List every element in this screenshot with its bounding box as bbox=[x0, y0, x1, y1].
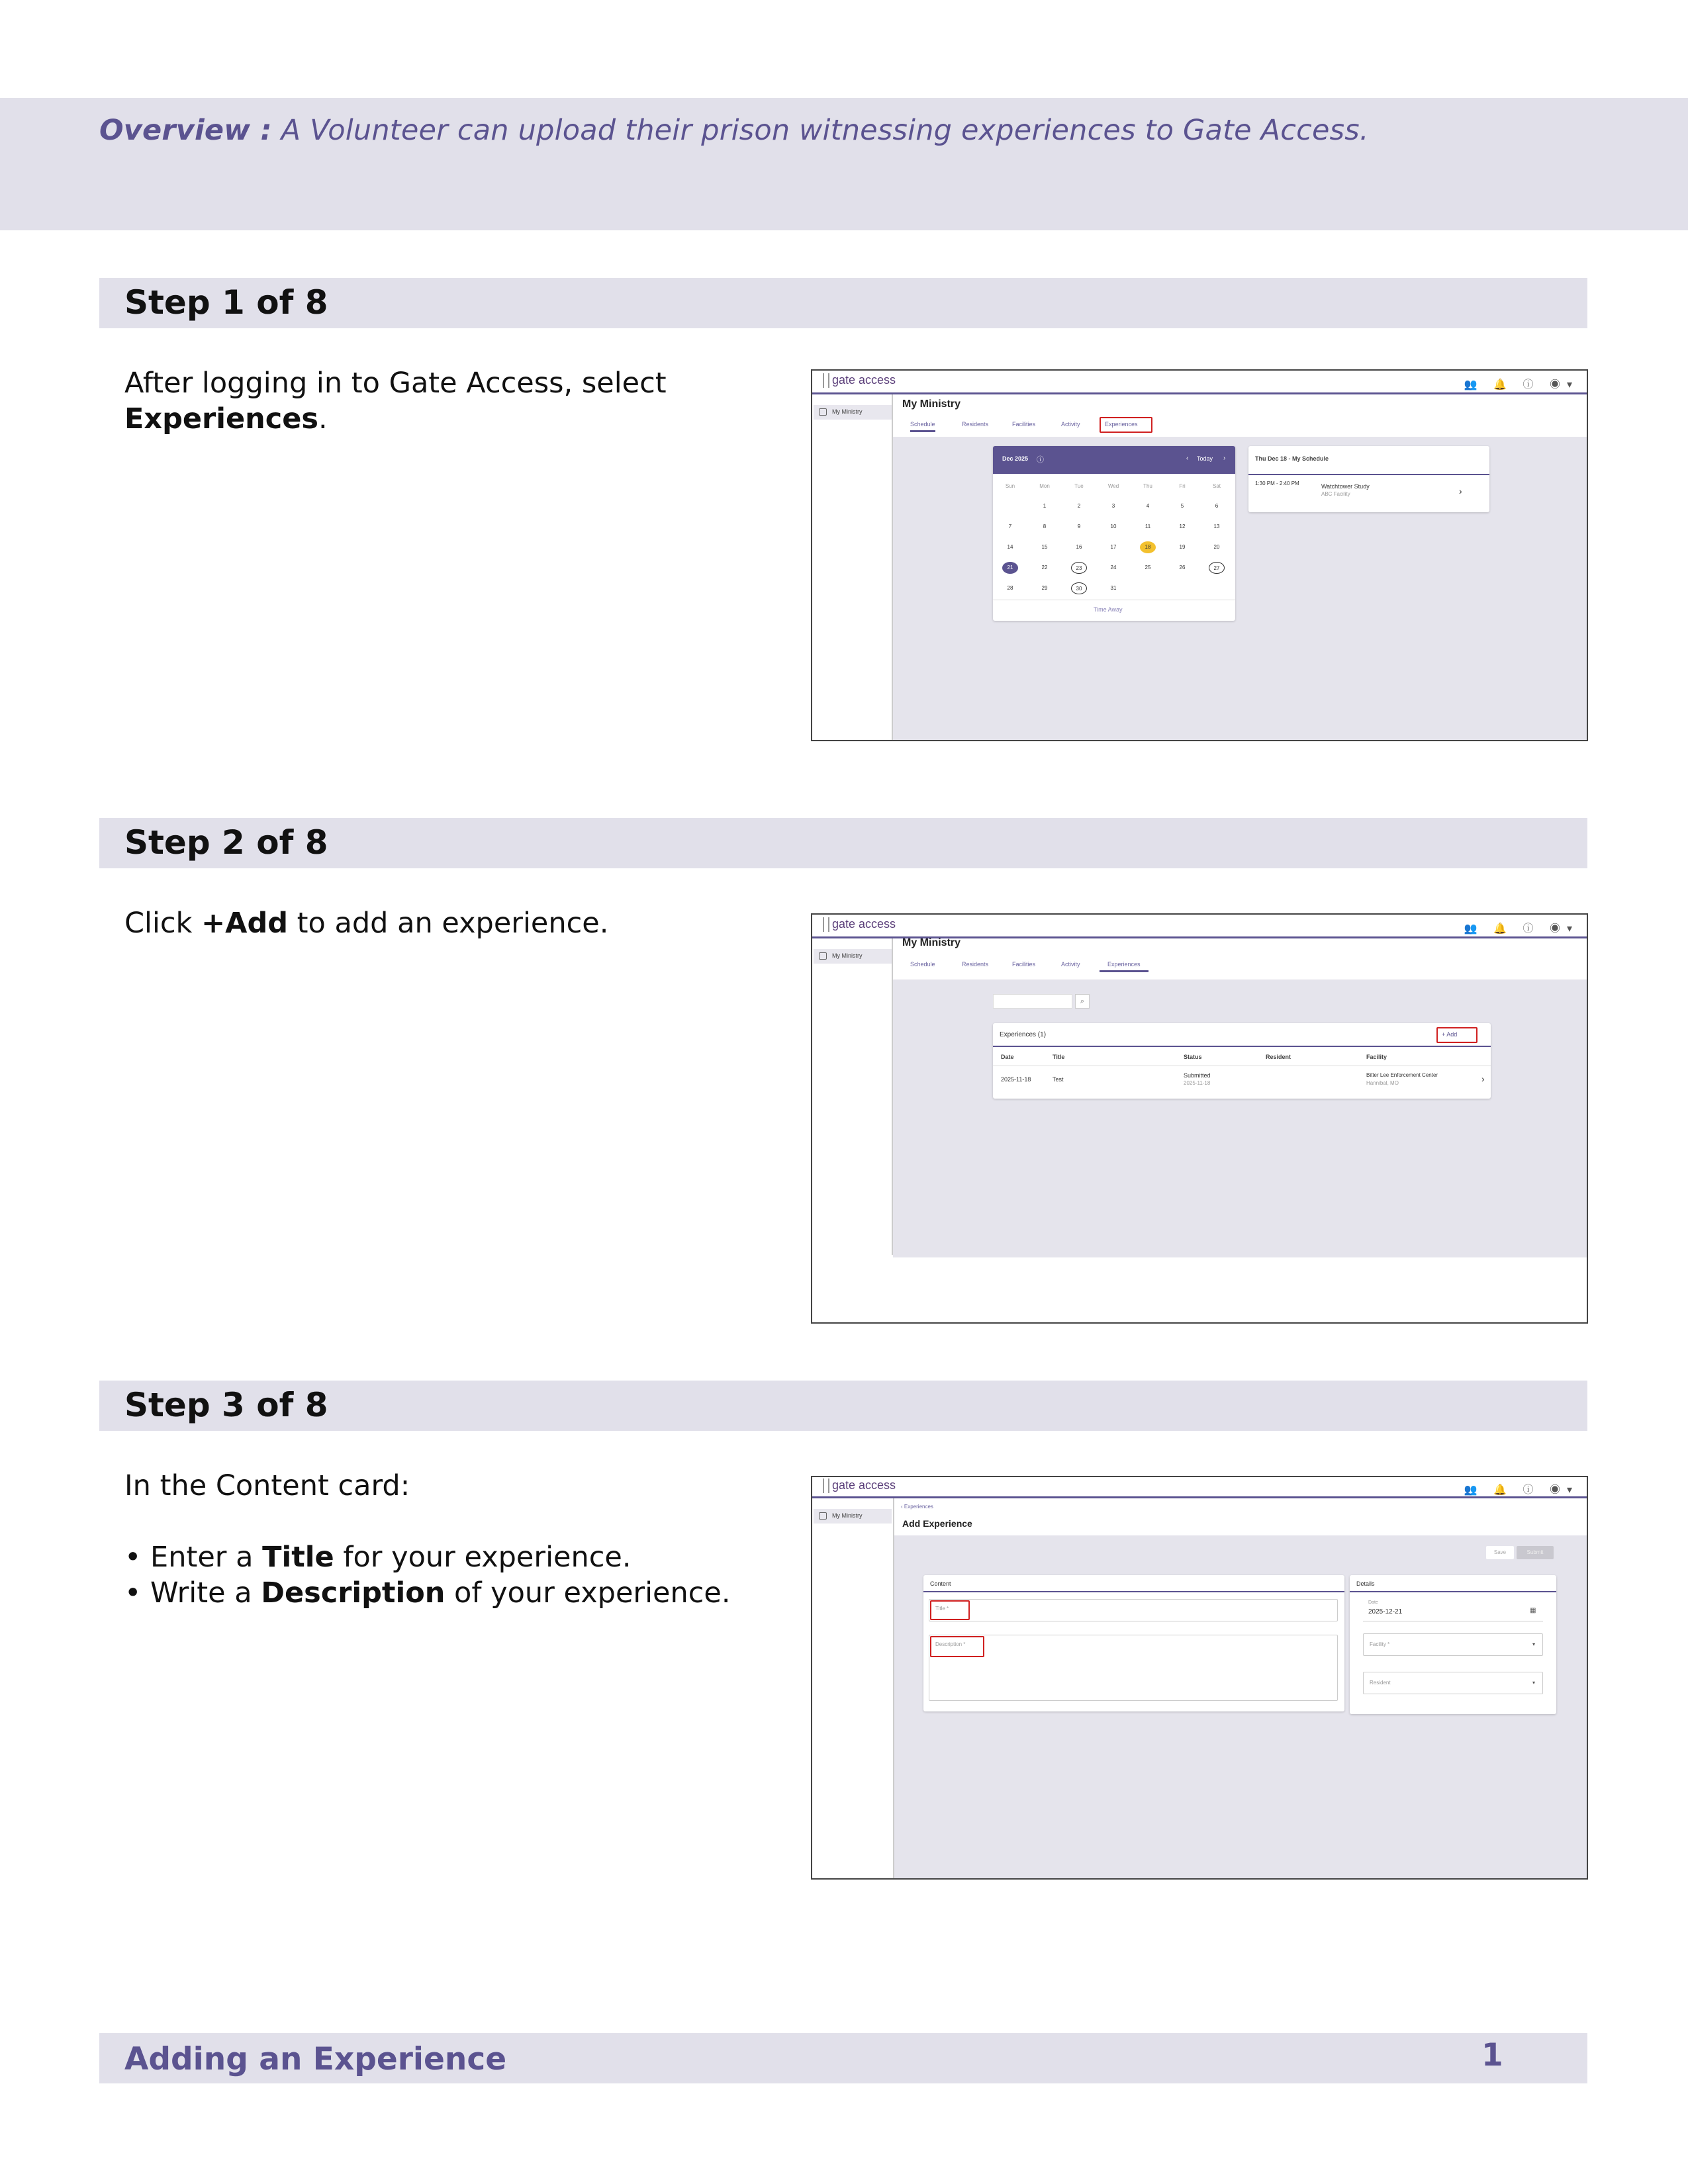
page-title: My Ministry bbox=[902, 937, 961, 948]
resident-field-label: Resident bbox=[1370, 1680, 1391, 1686]
calendar-day[interactable]: 19 bbox=[1179, 544, 1186, 550]
row-date: 2025-11-18 bbox=[1001, 1076, 1031, 1083]
app-header bbox=[812, 371, 1587, 394]
calendar-day[interactable]: 2 bbox=[1077, 503, 1081, 509]
event-name: Watchtower Study bbox=[1321, 483, 1370, 490]
description-field-label: Description * bbox=[935, 1641, 966, 1647]
facility-field-label: Facility * bbox=[1370, 1641, 1390, 1647]
submit-button[interactable]: Submit bbox=[1517, 1546, 1554, 1559]
calendar-day[interactable]: 15 bbox=[1041, 544, 1048, 550]
calendar-weekday: Mon bbox=[1039, 483, 1050, 489]
step-1-title: Step 1 of 8 bbox=[124, 283, 328, 322]
calendar-day[interactable]: 30 bbox=[1071, 582, 1087, 594]
app-header bbox=[812, 1477, 1587, 1498]
event-place: ABC Facility bbox=[1321, 491, 1350, 497]
highlight-experiences-tab bbox=[1100, 417, 1152, 433]
calendar-weekday: Wed bbox=[1107, 483, 1119, 489]
sidebar-item-my-ministry[interactable]: My Ministry bbox=[814, 405, 892, 420]
calendar-day[interactable]: 10 bbox=[1110, 523, 1117, 529]
tab-facilities[interactable]: Facilities bbox=[1012, 961, 1036, 968]
calendar-day[interactable]: 18 bbox=[1140, 541, 1156, 553]
calendar-day[interactable]: 27 bbox=[1209, 562, 1225, 574]
calendar-weekday: Sat bbox=[1212, 483, 1221, 489]
calendar-day[interactable]: 1 bbox=[1043, 503, 1047, 509]
calendar-weekday: Fri bbox=[1179, 483, 1186, 489]
calendar-weekday: Tue bbox=[1074, 483, 1084, 489]
step-1-instruction: After logging in to Gate Access, select Experiences. bbox=[124, 367, 667, 435]
header-icons: 👥 🔔 ⓘ ◉▾ bbox=[1464, 1484, 1579, 1496]
calendar-weekday: Sun bbox=[1005, 483, 1015, 489]
logo: gate access bbox=[823, 373, 896, 388]
save-button[interactable]: Save bbox=[1486, 1546, 1514, 1559]
breadcrumb[interactable]: ‹ Experiences bbox=[901, 1504, 933, 1510]
calendar-day[interactable]: 8 bbox=[1043, 523, 1047, 529]
col-status: Status bbox=[1184, 1054, 1202, 1060]
tab-residents[interactable]: Residents bbox=[962, 421, 989, 428]
schedule-card bbox=[1248, 446, 1489, 512]
title-input[interactable] bbox=[929, 1599, 1338, 1621]
details-card-title: Details bbox=[1356, 1580, 1375, 1587]
calendar-day[interactable]: 26 bbox=[1179, 565, 1186, 570]
screenshot-step-3 bbox=[811, 1476, 1588, 1880]
header-icons: 👥 🔔 ⓘ ◉▾ bbox=[1464, 923, 1579, 934]
sidebar-item-my-ministry[interactable]: My Ministry bbox=[814, 949, 892, 964]
page-title: Add Experience bbox=[902, 1518, 972, 1529]
tab-experiences[interactable]: Experiences bbox=[1105, 421, 1138, 428]
calendar-day[interactable]: 9 bbox=[1077, 523, 1081, 529]
tab-schedule[interactable]: Schedule bbox=[910, 961, 935, 968]
prev-month-icon[interactable]: ‹ bbox=[1186, 455, 1189, 462]
tab-facilities[interactable]: Facilities bbox=[1012, 421, 1036, 428]
calendar-icon[interactable]: ▦ bbox=[1530, 1607, 1536, 1614]
col-facility: Facility bbox=[1366, 1054, 1387, 1060]
facility-select[interactable] bbox=[1363, 1633, 1543, 1656]
date-value: 2025-12-21 bbox=[1368, 1608, 1403, 1615]
highlight-title-field bbox=[930, 1600, 970, 1620]
step-3-instruction: In the Content card: • Enter a Title for your experience. • Write a Description of your experience. bbox=[124, 1469, 731, 1610]
col-date: Date bbox=[1001, 1054, 1014, 1060]
step-3-title: Step 3 of 8 bbox=[124, 1386, 328, 1424]
time-away-link[interactable]: Time Away bbox=[1094, 606, 1123, 613]
row-status: Submitted bbox=[1184, 1072, 1211, 1079]
experiences-count: Experiences (1) bbox=[1000, 1031, 1047, 1038]
experiences-card bbox=[993, 1023, 1491, 1099]
schedule-title: Thu Dec 18 - My Schedule bbox=[1255, 455, 1329, 462]
calendar-card bbox=[993, 446, 1235, 621]
calendar-day[interactable]: 14 bbox=[1007, 544, 1013, 550]
tab-residents[interactable]: Residents bbox=[962, 961, 989, 968]
event-time: 1:30 PM - 2:40 PM bbox=[1255, 480, 1299, 486]
calendar-day[interactable]: 16 bbox=[1076, 544, 1082, 550]
calendar-day[interactable]: 12 bbox=[1179, 523, 1186, 529]
today-button[interactable]: Today bbox=[1197, 455, 1213, 462]
tab-experiences[interactable]: Experiences bbox=[1100, 961, 1149, 972]
row-facility: Bitter Lee Enforcement Center bbox=[1366, 1072, 1438, 1078]
overview-text: Overview : A Volunteer can upload their prison witnessing experiences to Gate Access. bbox=[99, 114, 1369, 147]
calendar-day[interactable]: 31 bbox=[1110, 585, 1117, 591]
calendar-month: Dec 2025 bbox=[1002, 455, 1029, 462]
calendar-day[interactable]: 17 bbox=[1110, 544, 1117, 550]
event-chevron-icon[interactable]: › bbox=[1459, 486, 1462, 496]
col-resident: Resident bbox=[1266, 1054, 1291, 1060]
title-field-label: Title * bbox=[935, 1606, 949, 1612]
calendar-day[interactable]: 5 bbox=[1180, 503, 1184, 509]
calendar-day[interactable]: 6 bbox=[1215, 503, 1219, 509]
sidebar bbox=[812, 394, 893, 740]
chevron-down-icon: ▾ bbox=[1532, 1641, 1536, 1647]
add-button[interactable]: + Add bbox=[1442, 1031, 1458, 1038]
logo: gate access bbox=[823, 917, 896, 932]
step-2-instruction: Click +Add to add an experience. bbox=[124, 907, 609, 940]
calendar-day[interactable]: 24 bbox=[1110, 565, 1117, 570]
sidebar bbox=[812, 938, 893, 1255]
tab-activity[interactable]: Activity bbox=[1061, 961, 1080, 968]
logo: gate access bbox=[823, 1479, 896, 1493]
row-location: Hannibal, MO bbox=[1366, 1080, 1399, 1086]
row-chevron-icon[interactable]: › bbox=[1481, 1073, 1485, 1084]
step-2-title: Step 2 of 8 bbox=[124, 823, 328, 862]
calendar-day[interactable]: 13 bbox=[1213, 523, 1220, 529]
header-icons: 👥 🔔 ⓘ ◉▾ bbox=[1464, 379, 1579, 390]
calendar-day[interactable]: 11 bbox=[1145, 523, 1151, 529]
col-title: Title bbox=[1053, 1054, 1065, 1060]
calendar-day[interactable]: 7 bbox=[1008, 523, 1012, 529]
calendar-day[interactable]: 21 bbox=[1002, 562, 1018, 574]
calendar-day[interactable]: 29 bbox=[1041, 585, 1048, 591]
tab-activity[interactable]: Activity bbox=[1061, 421, 1080, 428]
screenshot-step-1 bbox=[811, 369, 1588, 741]
page-number: 1 bbox=[1481, 2037, 1503, 2073]
calendar-day[interactable]: 25 bbox=[1145, 565, 1151, 570]
calendar-day[interactable]: 20 bbox=[1213, 544, 1220, 550]
app-header bbox=[812, 915, 1587, 938]
highlight-add-button bbox=[1436, 1027, 1477, 1043]
calendar-weekday: Thu bbox=[1143, 483, 1152, 489]
description-input[interactable] bbox=[929, 1635, 1338, 1701]
calendar-day[interactable]: 3 bbox=[1111, 503, 1115, 509]
page-title: My Ministry bbox=[902, 398, 961, 410]
calendar-day[interactable]: 22 bbox=[1041, 565, 1048, 570]
highlight-description-field bbox=[930, 1636, 984, 1657]
calendar-day[interactable]: 4 bbox=[1146, 503, 1150, 509]
tab-schedule[interactable]: Schedule bbox=[910, 421, 935, 432]
sidebar-item-my-ministry[interactable]: My Ministry bbox=[814, 1509, 892, 1524]
chevron-down-icon: ▾ bbox=[1532, 1680, 1536, 1686]
row-title: Test bbox=[1053, 1076, 1064, 1083]
details-card bbox=[1350, 1575, 1556, 1714]
row-status-date: 2025-11-18 bbox=[1184, 1080, 1211, 1086]
search-input[interactable] bbox=[993, 994, 1072, 1009]
search-icon[interactable]: ⌕ bbox=[1075, 994, 1090, 1009]
sidebar bbox=[812, 1498, 894, 1878]
footer-title: Adding an Experience bbox=[124, 2041, 507, 2077]
calendar-day[interactable]: 28 bbox=[1007, 585, 1013, 591]
screenshot-step-2 bbox=[811, 913, 1588, 1324]
main-area bbox=[893, 979, 1587, 1257]
content-card-title: Content bbox=[930, 1580, 951, 1587]
date-label: Date bbox=[1368, 1600, 1378, 1605]
content-card bbox=[923, 1575, 1344, 1711]
calendar-day[interactable]: 23 bbox=[1071, 562, 1087, 574]
info-icon: ⓘ bbox=[1037, 456, 1044, 464]
next-month-icon[interactable]: › bbox=[1223, 455, 1226, 462]
